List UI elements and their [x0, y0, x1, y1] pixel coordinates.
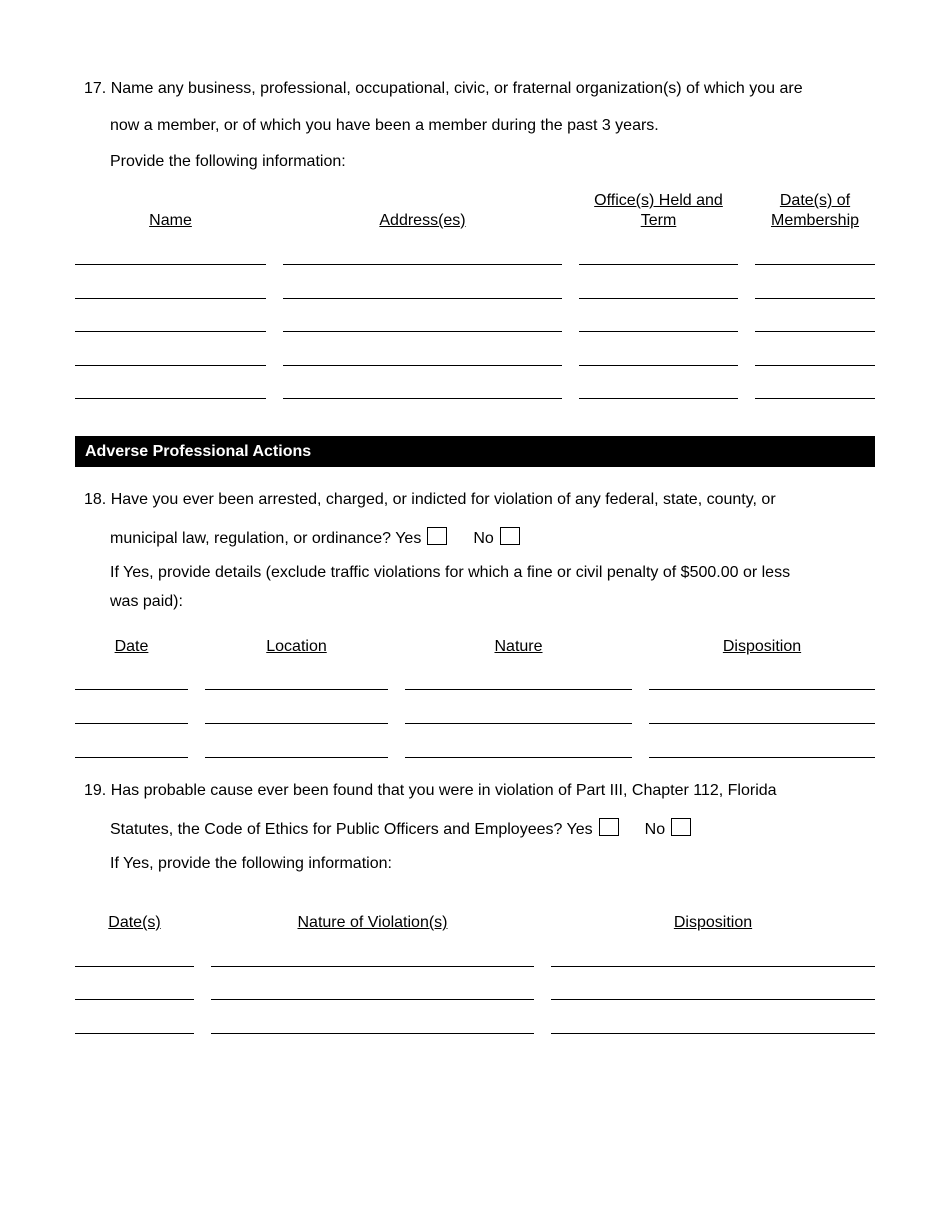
- q17-blank-line[interactable]: [579, 365, 738, 366]
- q17-blank-line[interactable]: [283, 365, 562, 366]
- q18-text-line2: municipal law, regulation, or ordinance? Yes: [110, 530, 422, 547]
- q17-blank-line[interactable]: [283, 264, 562, 265]
- q19-blank-line[interactable]: [75, 1033, 194, 1034]
- q17-blank-line[interactable]: [755, 264, 875, 265]
- q19-text-line2: Statutes, the Code of Ethics for Public Officers and Employees? Yes: [110, 821, 593, 838]
- q18-header-disposition: Disposition: [722, 638, 802, 655]
- q19-blank-line[interactable]: [211, 966, 534, 967]
- q18-text-line4: was paid):: [110, 593, 183, 610]
- q18-blank-line[interactable]: [75, 689, 188, 690]
- q17-blank-line[interactable]: [755, 365, 875, 366]
- q18-blank-line[interactable]: [205, 757, 388, 758]
- q17-header-name: Name: [149, 212, 192, 229]
- q17-blank-line[interactable]: [579, 264, 738, 265]
- q17-blank-line[interactable]: [75, 331, 266, 332]
- q17-blank-line[interactable]: [579, 298, 738, 299]
- q19-header-nature: Nature of Violation(s): [297, 914, 448, 931]
- q19-yes-checkbox[interactable]: [599, 818, 619, 836]
- q18-blank-line[interactable]: [649, 689, 875, 690]
- q19-blank-line[interactable]: [75, 966, 194, 967]
- q17-blank-line[interactable]: [75, 264, 266, 265]
- q19-blank-line[interactable]: [551, 966, 875, 967]
- q17-blank-line[interactable]: [579, 331, 738, 332]
- q19-text-line2-row: [110, 818, 691, 839]
- q17-blank-line[interactable]: [283, 298, 562, 299]
- q17-blank-line[interactable]: [755, 298, 875, 299]
- q19-blank-line[interactable]: [211, 1033, 534, 1034]
- q17-header-office-line1: Office(s) Held and: [594, 192, 723, 209]
- q18-blank-line[interactable]: [405, 689, 632, 690]
- q19-blank-line[interactable]: [551, 1033, 875, 1034]
- q17-blank-line[interactable]: [579, 398, 738, 399]
- q17-header-dates-line1: Date(s) of: [779, 192, 851, 209]
- q17-header-address: Address(es): [379, 212, 466, 229]
- q19-text-line1: 19. Has probable cause ever been found that you were in violation of Part III, Chapter 112, Florida: [84, 782, 777, 799]
- q18-blank-line[interactable]: [75, 757, 188, 758]
- q18-text-line2-row: [110, 527, 520, 548]
- q17-blank-line[interactable]: [755, 331, 875, 332]
- q19-header-dates: Date(s): [108, 914, 161, 931]
- q18-blank-line[interactable]: [205, 689, 388, 690]
- q18-blank-line[interactable]: [649, 723, 875, 724]
- q19-header-disposition: Disposition: [673, 914, 753, 931]
- q17-text-line3: Provide the following information:: [110, 153, 346, 170]
- q18-blank-line[interactable]: [405, 757, 632, 758]
- q17-blank-line[interactable]: [283, 398, 562, 399]
- q17-header-dates-line2: Membership: [770, 212, 860, 229]
- q19-blank-line[interactable]: [211, 999, 534, 1000]
- q19-no-checkbox[interactable]: [671, 818, 691, 836]
- q17-blank-line[interactable]: [75, 298, 266, 299]
- section-header-adverse-actions: Adverse Professional Actions: [75, 436, 875, 467]
- q18-yes-checkbox[interactable]: [427, 527, 447, 545]
- q19-no-label: No: [644, 821, 666, 838]
- q18-no-label: No: [473, 530, 494, 547]
- q19-blank-line[interactable]: [75, 999, 194, 1000]
- q19-text-line3: If Yes, provide the following information:: [110, 855, 392, 872]
- q17-text-line2: now a member, or of which you have been a member during the past 3 years.: [110, 117, 659, 134]
- q18-text-line3: If Yes, provide details (exclude traffic violations for which a fine or civil penalty of $500.00 or less: [110, 564, 791, 581]
- q17-header-office-line2: Term: [640, 212, 677, 229]
- q19-blank-line[interactable]: [551, 999, 875, 1000]
- q18-blank-line[interactable]: [75, 723, 188, 724]
- q17-blank-line[interactable]: [75, 365, 266, 366]
- q18-blank-line[interactable]: [205, 723, 388, 724]
- q18-header-nature: Nature: [494, 638, 543, 655]
- q17-blank-line[interactable]: [755, 398, 875, 399]
- q18-text-line1: 18. Have you ever been arrested, charged, or indicted for violation of any federal, state, county, or: [84, 491, 776, 508]
- q18-header-location: Location: [266, 638, 327, 655]
- q17-blank-line[interactable]: [75, 398, 266, 399]
- q18-header-date: Date: [114, 638, 149, 655]
- q18-no-checkbox[interactable]: [500, 527, 520, 545]
- q17-text-line1: 17. Name any business, professional, occupational, civic, or fraternal organization(s) of which you are: [84, 80, 803, 97]
- q18-blank-line[interactable]: [649, 757, 875, 758]
- q17-blank-line[interactable]: [283, 331, 562, 332]
- q18-blank-line[interactable]: [405, 723, 632, 724]
